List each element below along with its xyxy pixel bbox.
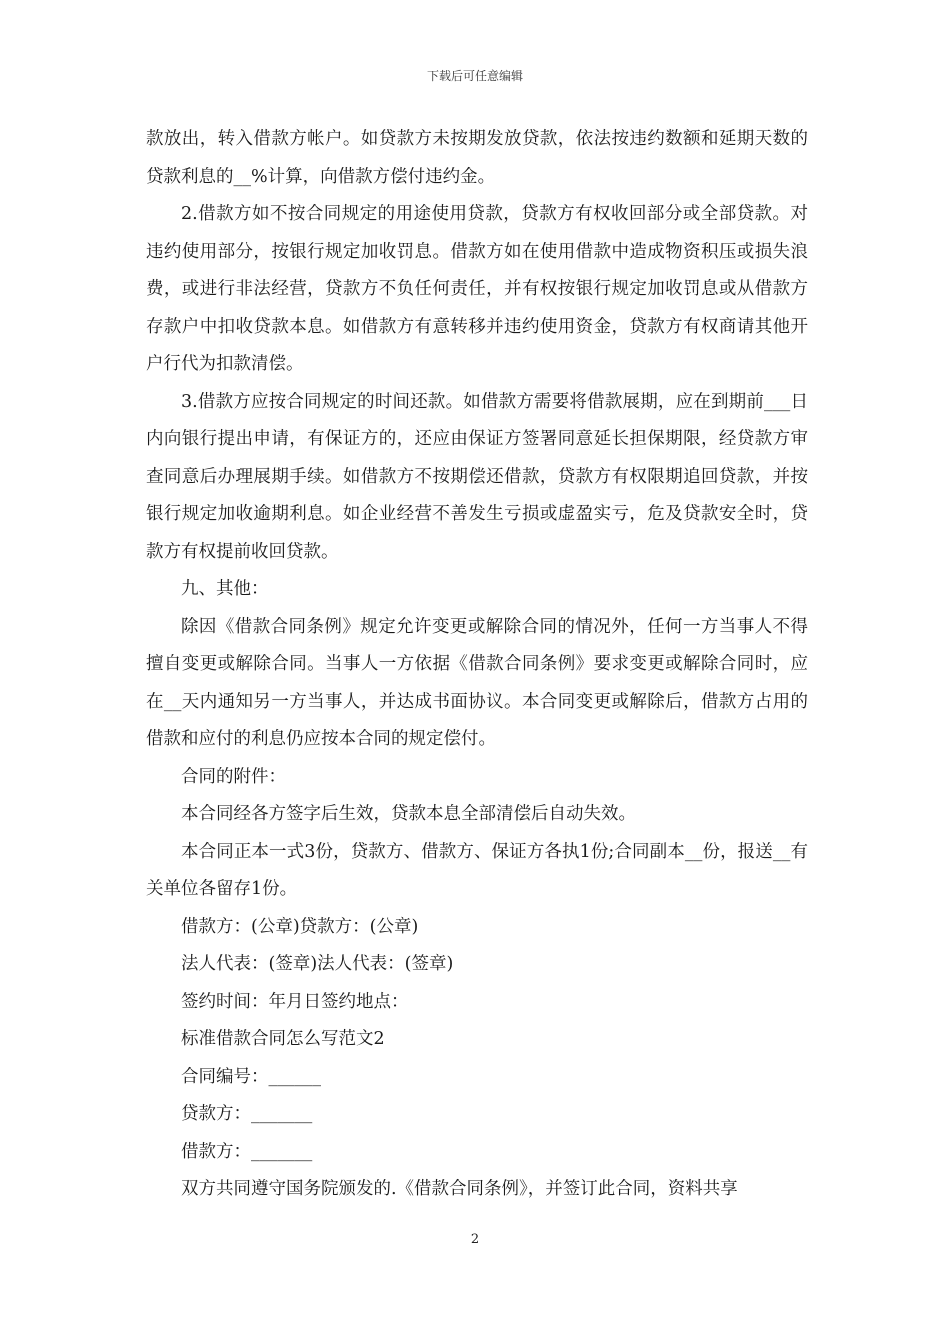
section-heading-other: 九、其他：: [181, 579, 269, 599]
paragraph-modification: 除因《借款合同条例》规定允许变更或解除合同的情况外，任何一方当事人不得擅自变更或解除合同。当事人一方依据《借款合同条例》要求变更或解除合同时，应在__天内通知另一方当事人，并达成书面协议。本合同变更或解除后，借款方占用的借款和应付的利息仍应按本合同的规定偿付。: [146, 616, 808, 749]
paragraph-clause-2: 2.借款方如不按合同规定的用途使用贷款，贷款方有权收回部分或全部贷款。对违约使用部分，按银行规定加收罚息。借款方如在使用借款中造成物资积压或损失浪费，或进行非法经营，贷款方不负任何责任，并有权按银行规定加收罚息或从借款方存款户中扣收贷款本息。如借款方有意转移并违约使用资金，贷款方有权商请其他开户行代为扣款清偿。: [146, 204, 808, 374]
paragraph-continued-penalty: 款放出，转入借款方帐户。如贷款方未按期发放贷款，依法按违约数额和延期天数的贷款利息的__%计算，向借款方偿付违约金。: [146, 129, 808, 187]
document-body: [146, 121, 808, 1209]
signature-line-seal: 借款方：(公章)贷款方：(公章): [181, 916, 419, 937]
contract-number-field: 合同编号：______: [181, 1066, 321, 1087]
sample-title: 标准借款合同怎么写范文2: [181, 1029, 385, 1049]
page-number: 2: [470, 1232, 480, 1247]
paragraph-copies: 本合同正本一式3份，贷款方、借款方、保证方各执1份;合同副本__份，报送__有关单位各留存1份。: [146, 841, 808, 899]
lender-field: 贷款方：_______: [181, 1104, 313, 1124]
paragraph-preamble: 双方共同遵守国务院颁发的.《借款合同条例》，并签订此合同，资料共享: [181, 1179, 738, 1199]
section-heading-attachments: 合同的附件：: [181, 766, 286, 787]
paragraph-clause-3: 3.借款方应按合同规定的时间还款。如借款方需要将借款展期，应在到期前___日内向银行提出申请，有保证方的，还应由保证方签署同意延长担保期限，经贷款方审查同意后办理展期手续。如借款方不按期偿还借款，贷款方有权限期追回贷款，并按银行规定加收逾期利息。如企业经营不善发生亏损或虚盈实亏，危及贷款安全时，贷款方有权提前收回贷款。: [146, 391, 808, 562]
signature-line-date-place: 签约时间：年月日签约地点：: [181, 991, 409, 1012]
borrower-field: 借款方：_______: [181, 1141, 313, 1162]
page-header: 下载后可任意编辑: [426, 69, 523, 83]
paragraph-effective: 本合同经各方签字后生效，贷款本息全部清偿后自动失效。: [181, 804, 636, 824]
signature-line-representative: 法人代表：(签章)法人代表：(签章): [181, 954, 454, 974]
